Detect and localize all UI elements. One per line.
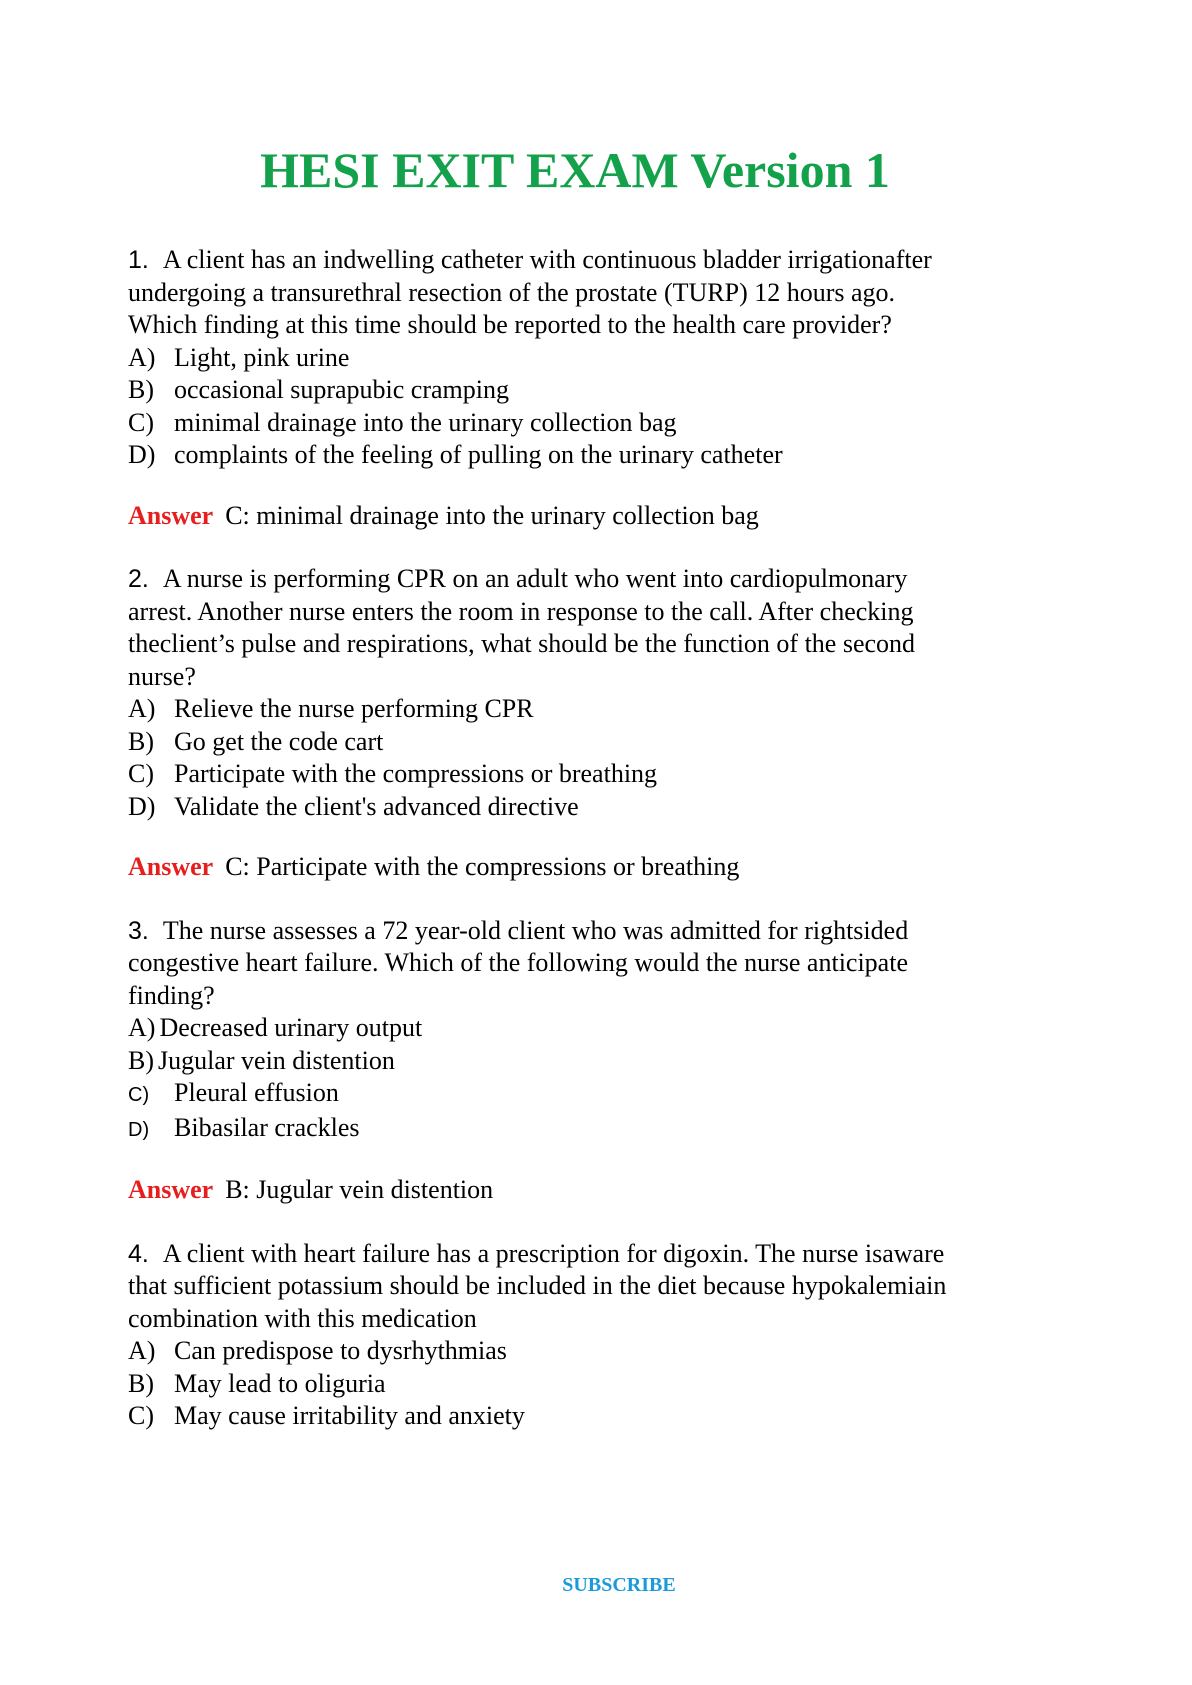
question-line xyxy=(128,244,1118,277)
option-text: Participate with the compressions or breathing xyxy=(174,759,658,788)
option-letter: C) xyxy=(128,407,154,437)
question-text: Which finding at this time should be reported to the health care provider? xyxy=(128,310,892,339)
option-text: Jugular vein distention xyxy=(158,1045,395,1075)
option-text: occasional suprapubic cramping xyxy=(174,375,509,404)
question-text: A client with heart failure has a prescription for digoxin. The nurse isaware xyxy=(162,1238,945,1268)
question-number: 3. xyxy=(128,916,149,945)
option-text: Can predispose to dysrhythmias xyxy=(174,1336,507,1365)
option-letter: A) xyxy=(128,694,156,723)
answer-text: C: Participate with the compressions or breathing xyxy=(225,852,740,881)
answer-line xyxy=(128,500,1118,533)
option-letter: D) xyxy=(128,791,156,821)
option-a xyxy=(128,342,1118,375)
option-letter: B) xyxy=(128,726,154,756)
question-text: The nurse assesses a 72 year-old client who was admitted for rightsided xyxy=(162,915,909,945)
option-letter: C) xyxy=(128,1401,154,1430)
question-line xyxy=(128,915,1118,948)
option-c xyxy=(128,1400,1118,1433)
question-line xyxy=(128,563,1118,596)
question-text: A client has an indwelling catheter with continuous bladder irrigationafter xyxy=(162,245,932,274)
option-text: minimal drainage into the urinary collection bag xyxy=(174,407,677,437)
answer-line xyxy=(128,1174,1118,1207)
option-b xyxy=(128,726,1118,759)
option-a xyxy=(128,693,1118,726)
answer-label: Answer xyxy=(128,500,214,530)
option-text: Go get the code cart xyxy=(174,726,384,756)
option-b xyxy=(128,1368,1118,1401)
question-number: 2. xyxy=(128,565,149,593)
answer-line xyxy=(128,851,1118,884)
option-text: May lead to oliguria xyxy=(174,1368,386,1398)
option-text: May cause irritability and anxiety xyxy=(174,1401,525,1430)
option-text: complaints of the feeling of pulling on the urinary catheter xyxy=(174,440,783,469)
option-letter: A) xyxy=(128,1013,156,1042)
option-a xyxy=(128,1012,1118,1045)
question-1 xyxy=(128,244,1118,532)
option-letter: D) xyxy=(128,440,156,469)
answer-label: Answer xyxy=(128,1175,214,1204)
question-text: theclient’s pulse and respirations, what should be the function of the second xyxy=(128,629,916,658)
question-text: that sufficient potassium should be included in the diet because hypokalemiain xyxy=(128,1271,947,1300)
question-3 xyxy=(128,915,1118,1207)
option-d xyxy=(128,791,1118,824)
question-text: finding? xyxy=(128,980,215,1010)
option-b xyxy=(128,374,1118,407)
answer-text: B: Jugular vein distention xyxy=(225,1175,494,1204)
option-text: Validate the client's advanced directive xyxy=(174,791,579,821)
option-d xyxy=(128,439,1118,472)
option-b xyxy=(128,1045,1118,1078)
option-letter: C) xyxy=(128,1084,150,1106)
option-text: Pleural effusion xyxy=(174,1078,339,1107)
option-text: Decreased urinary output xyxy=(159,1013,423,1042)
option-d xyxy=(128,1112,1118,1147)
page-title: HESI EXIT EXAM Version 1 xyxy=(260,142,890,198)
option-text: Bibasilar crackles xyxy=(174,1112,360,1142)
option-letter: D) xyxy=(128,1118,150,1141)
question-2 xyxy=(128,563,1118,884)
question-4 xyxy=(128,1238,1118,1433)
option-c xyxy=(128,407,1118,440)
option-letter: C) xyxy=(128,759,154,788)
answer-label: Answer xyxy=(128,852,214,881)
option-letter: A) xyxy=(128,342,156,372)
question-list xyxy=(128,244,1118,1433)
subscribe-link[interactable]: SUBSCRIBE xyxy=(562,1574,676,1596)
question-line xyxy=(128,1238,1118,1271)
question-text: combination with this medication xyxy=(128,1303,477,1333)
question-text: A nurse is performing CPR on an adult who went into cardiopulmonary xyxy=(162,564,908,593)
question-text: nurse? xyxy=(128,661,196,691)
option-text: Light, pink urine xyxy=(174,342,350,372)
option-c xyxy=(128,758,1118,791)
option-letter: A) xyxy=(128,1336,156,1365)
question-text: undergoing a transurethral resection of the prostate (TURP) 12 hours ago. xyxy=(128,277,896,307)
question-text: congestive heart failure. Which of the following would the nurse anticipate xyxy=(128,948,908,977)
question-text: arrest. Another nurse enters the room in response to the call. After checking xyxy=(128,596,914,626)
option-c xyxy=(128,1077,1118,1112)
answer-text: C: minimal drainage into the urinary collection bag xyxy=(225,500,759,530)
question-number: 4. xyxy=(128,1239,149,1268)
question-number: 1. xyxy=(128,246,149,274)
option-letter: B) xyxy=(128,1368,154,1398)
option-letter: B) xyxy=(128,1045,154,1075)
option-letter: B) xyxy=(128,375,154,404)
option-a xyxy=(128,1335,1118,1368)
option-text: Relieve the nurse performing CPR xyxy=(174,694,534,723)
